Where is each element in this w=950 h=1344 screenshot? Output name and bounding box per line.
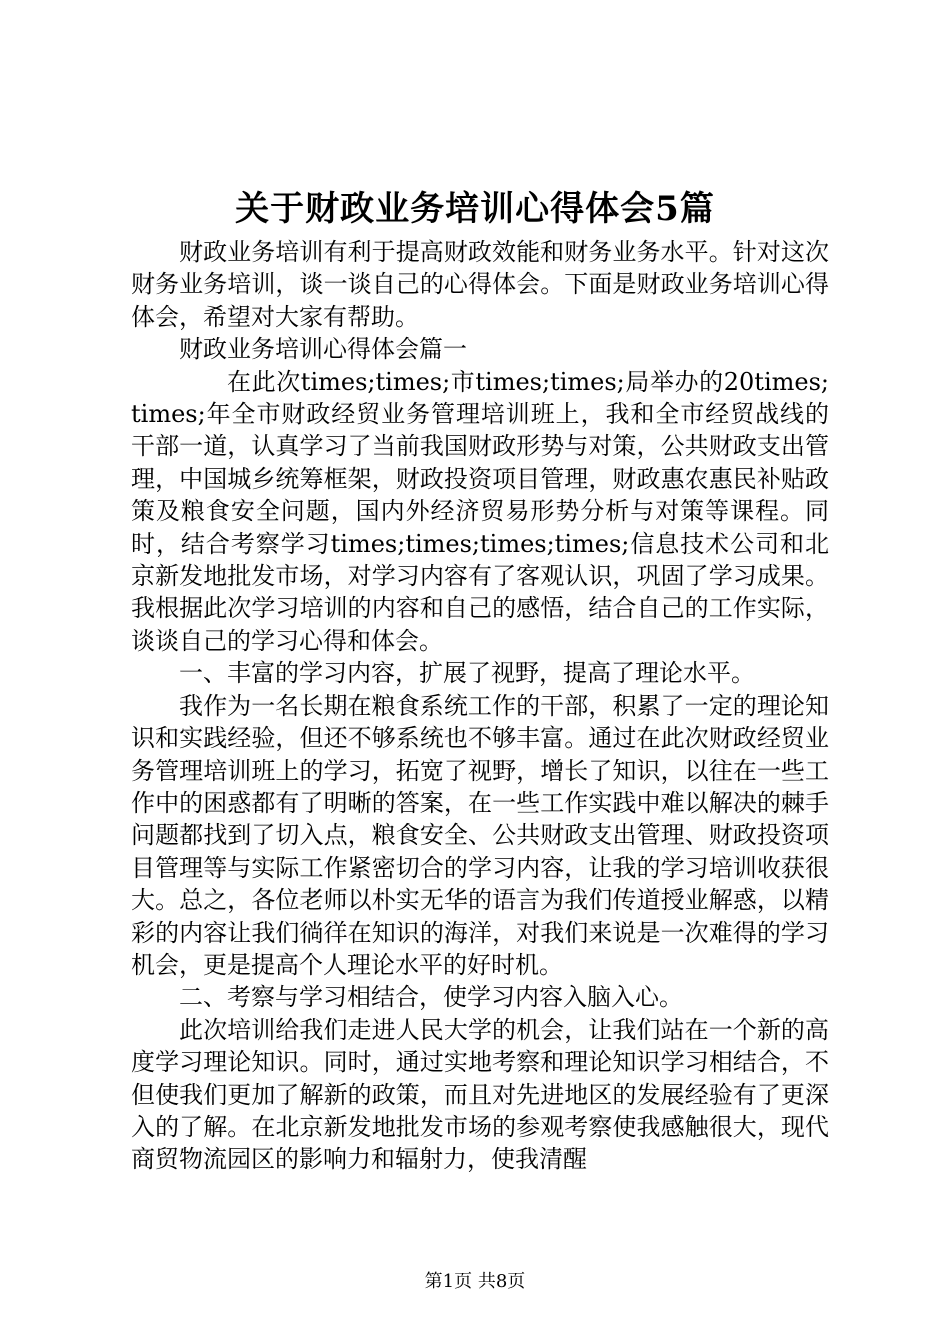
document-title: 关于财政业务培训心得体会5篇 — [235, 189, 715, 229]
section-heading-part-one: 财政业务培训心得体会篇一 — [179, 335, 467, 364]
document-body — [131, 236, 829, 1176]
subheading-two: 二、考察与学习相结合，使学习内容入脑入心。 — [179, 983, 683, 1012]
subheading-one: 一、丰富的学习内容，扩展了视野，提高了理论水平。 — [179, 659, 755, 688]
body-paragraph: 在此次times;times;市times;times;局举办的20times;times;年全市财政经贸业务管理培训班上，我和全市经贸战线的干部一道，认真学习了当前我国财政形势与对策，公共财政支出管理，中国城乡统筹框架，财政投资项目管理，财政惠农惠民补贴政策及粮食安全问题，国内外经济贸易形势分析与对策等课程。同时，结合考察学习times;times;times;times;信息技术公司和北京新发地批发市场，对学习内容有了客观认识，巩固了学习成果。我根据此次学习培训的内容和自己的感悟，结合自己的工作实际，谈谈自己的学习心得和体会。 — [131, 367, 829, 655]
body-paragraph: 我作为一名长期在粮食系统工作的干部，积累了一定的理论知识和实践经验，但还不够系统也不够丰富。通过在此次财政经贸业务管理培训班上的学习，拓宽了视野，增长了知识，以往在一些工作中的困惑都有了明晰的答案，在一些工作实践中难以解决的棘手问题都找到了切入点，粮食安全、公共财政支出管理、财政投资项目管理等与实际工作紧密切合的学习内容，让我的学习培训收获很大。总之，各位老师以朴实无华的语言为我们传道授业解惑，以精彩的内容让我们徜徉在知识的海洋，对我们来说是一次难得的学习机会，更是提高个人理论水平的好时机。 — [131, 691, 829, 979]
intro-paragraph: 财政业务培训有利于提高财政效能和财务业务水平。针对这次财务业务培训，谈一谈自己的心得体会。下面是财政业务培训心得体会，希望对大家有帮助。 — [131, 238, 829, 331]
body-paragraph: 此次培训给我们走进人民大学的机会，让我们站在一个新的高度学习理论知识。同时，通过实地考察和理论知识学习相结合，不但使我们更加了解新的政策，而且对先进地区的发展经验有了更深入的了解。在北京新发地批发市场的参观考察使我感触很大，现代商贸物流园区的影响力和辐射力，使我清醒 — [131, 1015, 829, 1174]
page-number-footer: 第1页 共8页 — [424, 1271, 526, 1292]
